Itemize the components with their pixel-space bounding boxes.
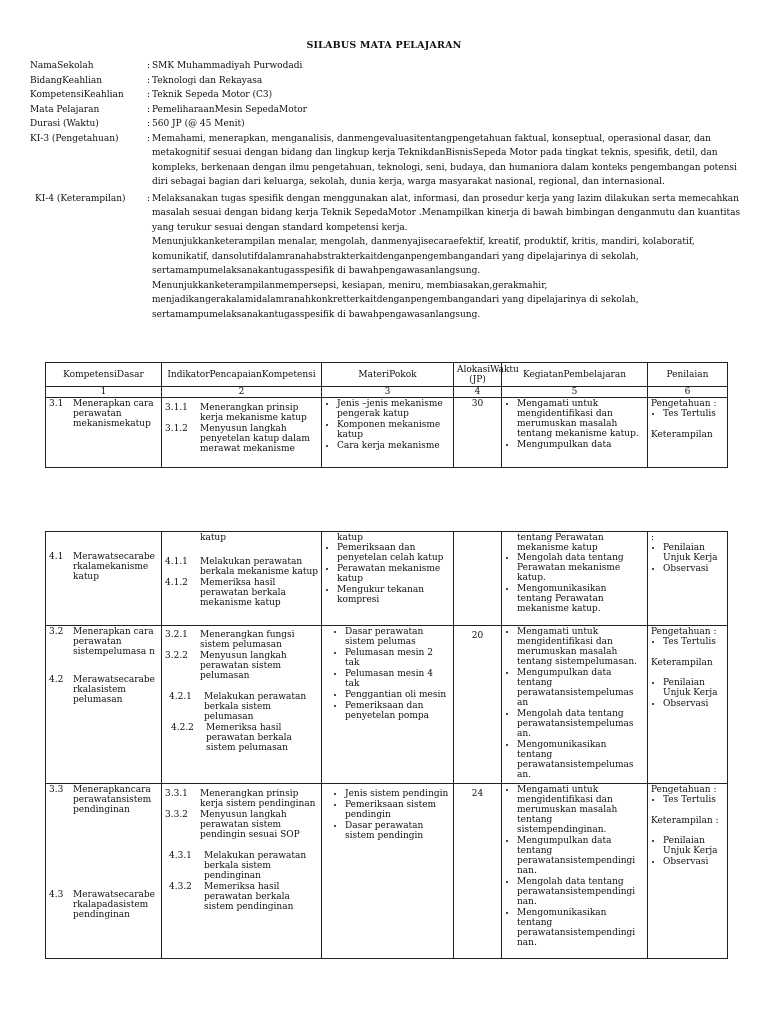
list-item: • Pemeriksaan sistem pendingin xyxy=(345,800,450,820)
table-row: 4.1 Merawatsecarabe rkalamekanisme katup katup 4.1.1 Melakukan perawatan berkala mekanisme katup 4.1.2 Memeriksa hasil perawatan berkala mekanisme katup katup • Pemeriksaan dan penyetelan celah katup • Perawatan mekanisme katup • Mengukur tekanan kompresi tentang Perawatan mekanisme katup • Mengolah data tentang Perawatan mekanisme katup. • Mengomunikasikan tentang Perawatan mekanisme katup. : • Penilaian Unjuk Kerja • Observasi xyxy=(46,532,728,626)
ki4-paragraph: Menunjukkanketerampilanmempersepsi, kesiapan, meniru, membiasakan,gerakmahir, menjadikangerakalamidalamranahkonkretterkaitdenganpengembangandari yang dipelajarinya di sekolah, sertamampumelaksanakantugasspesifik di bawahpengawasanlangsung. xyxy=(152,280,639,320)
column-number: 5 xyxy=(502,387,648,398)
list-item: • Jenis –jenis mekanisme pengerak katup xyxy=(337,399,450,419)
list-item: • Mengomunikasikan tentang perawatansistempendingi nan. xyxy=(517,908,644,948)
list-item: • Mengamati untuk mengidentifikasi dan merumuskan masalah tentang mekanisme katup. xyxy=(517,399,644,439)
list-item: • Cara kerja mekanisme xyxy=(337,441,450,451)
list-item: • Mengumpulkan data xyxy=(517,440,644,450)
materi-list xyxy=(325,543,450,605)
kompetensi-dasar: 4.2 Merawatsecarabe rkalasistem pelumasan xyxy=(49,675,156,705)
alokasi-waktu: 20 xyxy=(454,626,502,784)
info-value: SMK Muhammadiyah Purwodadi xyxy=(152,61,303,71)
column-number: 4 xyxy=(454,387,502,398)
kompetensi-dasar: 3.2 Menerapkan cara perawatan sistempelumasa n xyxy=(49,627,155,657)
penilaian-pengetahuan: Pengetahuan : xyxy=(651,399,717,409)
list-item: • Mengukur tekanan kompresi xyxy=(337,585,450,605)
list-item: • Penilaian Unjuk Kerja xyxy=(663,836,724,856)
indikator: 3.3.2 Menyusun langkah perawatan sistem pendingin sesuai SOP xyxy=(165,810,300,840)
list-item: • Perawatan mekanisme katup xyxy=(337,564,450,584)
table-row xyxy=(46,626,728,784)
list-item: • Mengamati untuk mengidentifikasi dan merumuskan masalah tentang sistempendinginan. xyxy=(517,785,644,835)
syllabus-table-part2 xyxy=(45,531,728,959)
materi-list xyxy=(325,789,450,841)
materi-list xyxy=(325,399,450,451)
info-value: Teknik Sepeda Motor (C3) xyxy=(152,90,273,100)
header-alokasi-waktu: AlokasiWaktu (JP) xyxy=(454,363,502,387)
list-item: • Pemeriksaan dan penyetelan celah katup xyxy=(337,543,450,563)
kompetensi-dasar: 4.3 Merawatsecarabe rkalapadasistem pendinginan xyxy=(49,890,156,920)
header-materi-pokok: MateriPokok xyxy=(322,363,454,387)
indikator: 4.2.2 Memeriksa hasil perawatan berkala sistem pelumasan xyxy=(171,723,292,753)
info-row: KompetensiKeahlian : Teknik Sepeda Motor (C3) xyxy=(30,88,742,103)
list-item: • Mengomunikasikan tentang perawatansistempelumas an. xyxy=(517,740,644,780)
column-number: 2 xyxy=(162,387,322,398)
kegiatan-list xyxy=(505,553,644,614)
column-number: 6 xyxy=(648,387,728,398)
indikator: 3.1.1 Menerangkan prinsip kerja mekanisme katup xyxy=(165,403,307,423)
list-item: • Tes Tertulis xyxy=(663,795,724,805)
list-item: • Komponen mekanisme katup xyxy=(337,420,450,440)
table-row xyxy=(46,398,728,468)
list-item: • Jenis sistem pendingin xyxy=(345,789,450,799)
penilaian-keterampilan: Keterampilan xyxy=(651,430,713,440)
penilaian-pengetahuan: Pengetahuan : xyxy=(651,785,717,795)
info-label: BidangKeahlian xyxy=(30,75,103,86)
alokasi-waktu: 30 xyxy=(454,398,502,468)
kompetensi-dasar: 3.3 Menerapkancara perawatansistem pendinginan xyxy=(49,785,152,815)
info-row: NamaSekolah : SMK Muhammadiyah Purwodadi xyxy=(30,59,742,74)
header-indikator: IndikatorPencapaianKompetensi xyxy=(162,363,322,387)
list-item: • Mengamati untuk mengidentifikasi dan merumuskan masalah tentang sistempelumasan. xyxy=(517,627,644,667)
indikator: 4.1.1 Melakukan perawatan berkala mekanisme katup xyxy=(165,557,319,577)
ki4-paragraph: Melaksanakan tugas spesifik dengan menggunakan alat, informasi, dan prosedur kerja yang lazim dilakukan serta memecahkan masalah sesuai dengan bidang kerja Teknik SepedaMotor .Menampilkan kinerja di bawah bimbingan denganmutu dan kuantitas yang terukur sesuai dengan standard kompetensi kerja. xyxy=(152,193,741,233)
list-item: • Mengolah data tentang perawatansistempendingi nan. xyxy=(517,877,644,907)
list-item: • Dasar perawatan sistem pelumas xyxy=(345,627,450,647)
info-label: Durasi (Waktu) xyxy=(30,119,99,129)
list-item: • Penilaian Unjuk Kerja xyxy=(663,543,724,563)
list-item: • Observasi xyxy=(663,699,724,709)
info-label: KompetensiKeahlian xyxy=(30,90,124,100)
penilaian-keterampilan: Keterampilan xyxy=(651,658,713,668)
ki4-paragraph: Menunjukkanketerampilan menalar, mengolah, danmenyajisecaraefektif, kreatif, produktif, kritis, mandiri, kolaboratif, komunikatif, dansolutifdalamranahabstrakterkaitdenganpengembangandari yang dipelajarinya di sekolah, sertamampumelaksanakantugasspesifik di bawahpengawasanlangsung. xyxy=(152,237,695,276)
ki3-text: Memahami, menerapkan, menganalisis, danmengevaluasitentangpengetahuan faktual, konseptual, operasional dasar, dan metakognitif sesuai dengan bidang dan lingkup kerja TeknikdanBisnisSepeda Motor pada tingkat teknis, spesifik, detil, dan kompleks, berkenaan dengan ilmu pengetahuan, teknologi, seni, budaya, dan humaniora dalam konteks pengembangan potensi diri sebagai bagian dari keluarga, sekolah, dunia kerja, warga masyarakat nasional, regional, dan internasional. xyxy=(152,133,737,187)
list-item: • Penggantian oli mesin xyxy=(345,690,450,700)
list-item: • Tes Tertulis xyxy=(663,409,724,419)
kompetensi-dasar: 3.1 Menerapkan cara perawatan mekanismekatup xyxy=(49,399,154,429)
info-value: PemeliharaanMesin SepedaMotor xyxy=(152,104,307,115)
list-item: • Mengolah data tentang Perawatan mekanisme katup. xyxy=(517,553,644,583)
info-label: KI-4 (Keterampilan) xyxy=(35,193,126,204)
kompetensi-dasar: 4.1 Merawatsecarabe rkalamekanisme katup xyxy=(49,552,156,582)
list-item: • Pelumasan mesin 4 tak xyxy=(345,669,450,689)
column-number: 3 xyxy=(322,387,454,398)
list-item: • Pelumasan mesin 2 tak xyxy=(345,648,450,668)
indikator: 4.1.2 Memeriksa hasil perawatan berkala mekanisme katup xyxy=(165,578,286,608)
indikator: 4.3.1 Melakukan perawatan berkala sistem pendinginan xyxy=(169,851,307,881)
list-item: • Tes Tertulis xyxy=(663,637,724,647)
list-item: • Observasi xyxy=(663,564,724,574)
info-row: BidangKeahlian : Teknologi dan Rekayasa xyxy=(30,74,742,89)
list-item: • Mengumpulkan data tentang perawatansistempendingi nan. xyxy=(517,836,644,876)
page-title: SILABUS MATA PELAJARAN xyxy=(306,40,462,51)
syllabus-table-part1 xyxy=(45,362,728,468)
info-value: 560 JP (@ 45 Menit) xyxy=(152,119,245,129)
indikator: 3.3.1 Menerangkan prinsip kerja sistem pendinginan xyxy=(165,789,316,809)
info-label: KI-3 (Pengetahuan) xyxy=(30,133,119,144)
syllabus-info xyxy=(30,59,742,322)
indikator: 3.2.1 Menerangkan fungsi sistem pelumasan xyxy=(165,630,295,650)
kegiatan-list xyxy=(505,399,644,450)
list-item: • Observasi xyxy=(663,857,724,867)
indikator: 3.2.2 Menyusun langkah perawatan sistem pelumasan xyxy=(165,651,287,681)
column-number: 1 xyxy=(46,387,162,398)
penilaian-pengetahuan: Pengetahuan : xyxy=(651,627,717,637)
list-item: • Pemeriksaan dan penyetelan pompa xyxy=(345,701,450,721)
info-row: Durasi (Waktu) : 560 JP (@ 45 Menit) xyxy=(30,117,742,132)
kegiatan-list xyxy=(505,627,644,780)
kegiatan-list xyxy=(505,785,644,948)
list-item: • Mengumpulkan data tentang perawatansistempelumas an xyxy=(517,668,644,708)
table-row xyxy=(46,784,728,959)
indikator: 3.1.2 Menyusun langkah penyetelan katup dalam merawat mekanisme xyxy=(165,424,310,454)
list-item: • Mengolah data tentang perawatansistempelumas an. xyxy=(517,709,644,739)
header-kompetensi-dasar: KompetensiDasar xyxy=(46,363,162,387)
list-item: • Dasar perawatan sistem pendingin xyxy=(345,821,450,841)
alokasi-waktu: 24 xyxy=(454,784,502,959)
indikator: 4.3.2 Memeriksa hasil perawatan berkala sistem pendinginan xyxy=(169,882,294,912)
info-row: Mata Pelajaran : PemeliharaanMesin SepedaMotor xyxy=(30,103,742,118)
info-label: Mata Pelajaran xyxy=(30,104,100,115)
header-penilaian: Penilaian xyxy=(648,363,728,387)
penilaian-keterampilan: Keterampilan : xyxy=(651,816,719,826)
info-row: KI-4 (Keterampilan) : Melaksanakan tugas spesifik dengan menggunakan alat, informasi, dan prosedur kerja yang lazim dilakukan serta memecahkan masalah sesuai dengan bidang kerja Teknik SepedaMotor .Menampilkan kinerja di bawah bimbingan denganmutu dan kuantitas yang terukur sesuai dengan standard kompetensi kerja. Menunjukkanketerampilan menalar, mengolah, danmenyajisecaraefektif, kreatif, produktif, kritis, mandiri, kolaboratif, komunikatif, dansolutifdalamranahabstrakterkaitdenganpengembangandari yang dipelajarinya di sekolah, sertamampumelaksanakantugasspesifik di bawahpengawasanlangsung. Menunjukkanketerampilanmempersepsi, kesiapan, meniru, membiasakan,gerakmahir, menjadikangerakalamidalamranahkonkretterkaitdenganpengembangandari yang dipelajarinya di sekolah, sertamampumelaksanakantugasspesifik di bawahpengawasanlangsung. xyxy=(30,192,742,323)
materi-list xyxy=(325,627,450,721)
info-value: Teknologi dan Rekayasa xyxy=(152,75,263,86)
header-kegiatan: KegiatanPembelajaran xyxy=(502,363,648,387)
info-row: KI-3 (Pengetahuan) : Memahami, menerapkan, menganalisis, danmengevaluasitentangpengetahuan faktual, konseptual, operasional dasar, dan metakognitif sesuai dengan bidang dan lingkup kerja TeknikdanBisnisSepeda Motor pada tingkat teknis, spesifik, detil, dan kompleks, berkenaan dengan ilmu pengetahuan, teknologi, seni, budaya, dan humaniora dalam konteks pengembangan potensi diri sebagai bagian dari keluarga, sekolah, dunia kerja, warga masyarakat nasional, regional, dan internasional. xyxy=(30,132,742,190)
list-item: • Mengomunikasikan tentang Perawatan mekanisme katup. xyxy=(517,584,644,614)
indikator: 4.2.1 Melakukan perawatan berkala sistem pelumasan xyxy=(169,692,307,722)
info-label: NamaSekolah xyxy=(30,61,94,71)
list-item: • Penilaian Unjuk Kerja xyxy=(663,678,724,698)
